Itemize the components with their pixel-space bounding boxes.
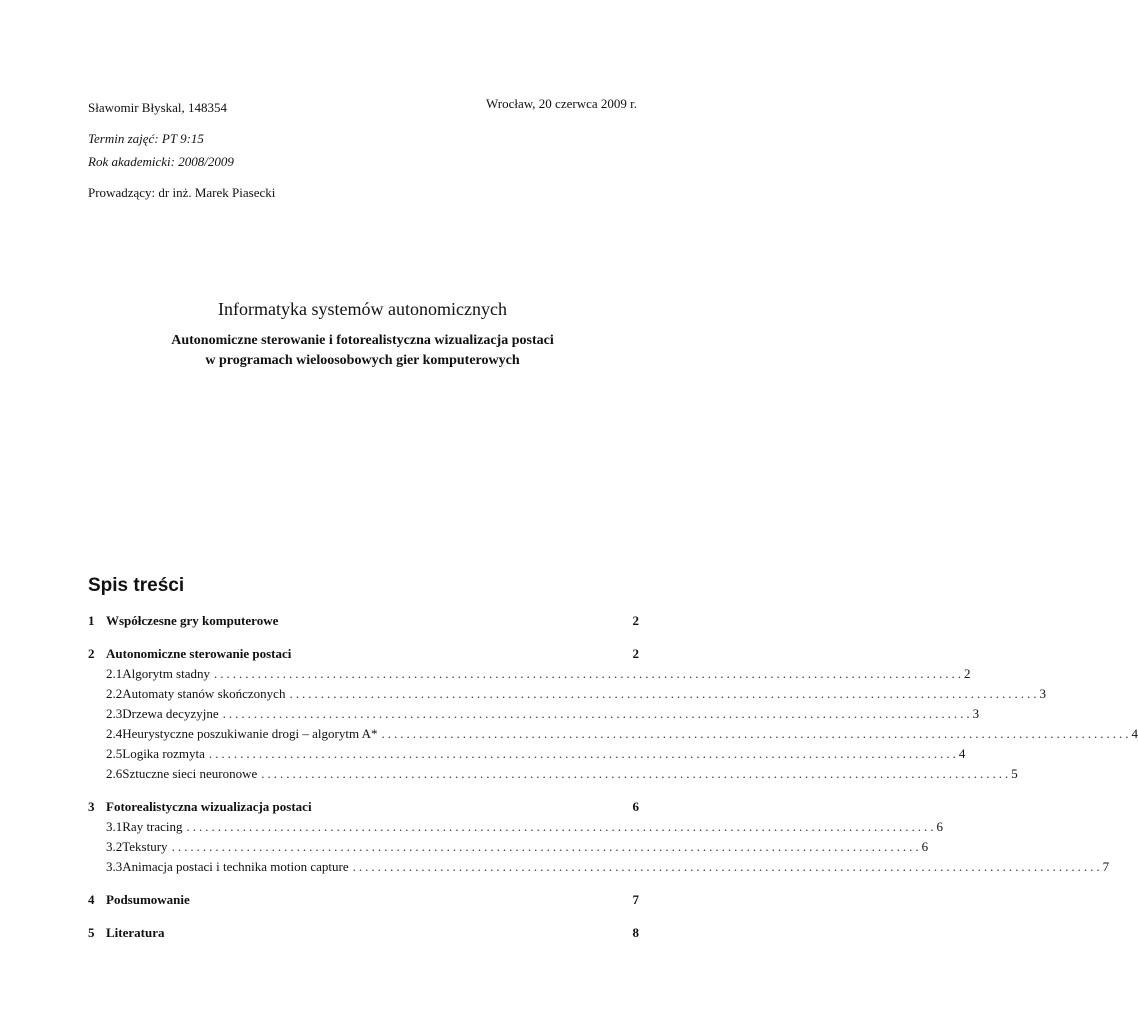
- toc-section[interactable]: 1 Współczesne gry komputerowe 2: [88, 613, 639, 628]
- toc-subsection[interactable]: 2.5 Logika rozmyta ........................................................................................................................ 4: [106, 746, 966, 761]
- term-line: Termin zajęć: PT 9:15: [88, 131, 204, 146]
- author-line: Sławomir Błyskal, 148354: [88, 100, 228, 115]
- toc-subsection[interactable]: 3.2 Tekstury ........................................................................................................................ 6: [106, 839, 929, 854]
- toc-section[interactable]: 5 Literatura 8: [88, 925, 639, 940]
- table-of-contents: [88, 611, 1138, 943]
- toc-heading: Spis treści: [88, 575, 185, 596]
- document-subtitle: [0, 331, 725, 371]
- header-info: [88, 96, 275, 204]
- toc-subsection[interactable]: 3.1 Ray tracing ........................................................................................................................ 6: [106, 819, 944, 834]
- toc-subsection[interactable]: 3.3 Animacja postaci i technika motion capture ........................................................................................................................ 7: [106, 859, 1110, 874]
- toc-subsection[interactable]: 2.1 Algorytm stadny ........................................................................................................................ 2: [106, 666, 971, 681]
- toc-section[interactable]: 4 Podsumowanie 7: [88, 892, 639, 907]
- instructor-line: Prowadzący: dr inż. Marek Piasecki: [88, 185, 276, 200]
- document-title: Informatyka systemów autonomicznych: [218, 299, 507, 319]
- subtitle-line-2: w programach wieloosobowych gier komputerowych: [205, 353, 520, 368]
- toc-subsection[interactable]: 2.3 Drzewa decyzyjne ........................................................................................................................ 3: [106, 706, 980, 721]
- toc-subsection[interactable]: 2.6 Sztuczne sieci neuronowe ........................................................................................................................ 5: [106, 766, 1018, 781]
- subtitle-line-1: Autonomiczne sterowanie i fotorealistyczna wizualizacja postaci: [171, 333, 554, 348]
- toc-section[interactable]: 3 Fotorealistyczna wizualizacja postaci 6: [88, 799, 639, 814]
- toc-subsection[interactable]: 2.4 Heurystyczne poszukiwanie drogi – algorytm A* ........................................................................................................................ 4: [106, 726, 1138, 741]
- toc-section[interactable]: 2 Autonomiczne sterowanie postaci 2: [88, 646, 639, 661]
- academic-year-line: Rok akademicki: 2008/2009: [88, 154, 234, 169]
- toc-subsection[interactable]: 2.2 Automaty stanów skończonych ........................................................................................................................ 3: [106, 686, 1046, 701]
- place-date: Wrocław, 20 czerwca 2009 r.: [486, 96, 637, 111]
